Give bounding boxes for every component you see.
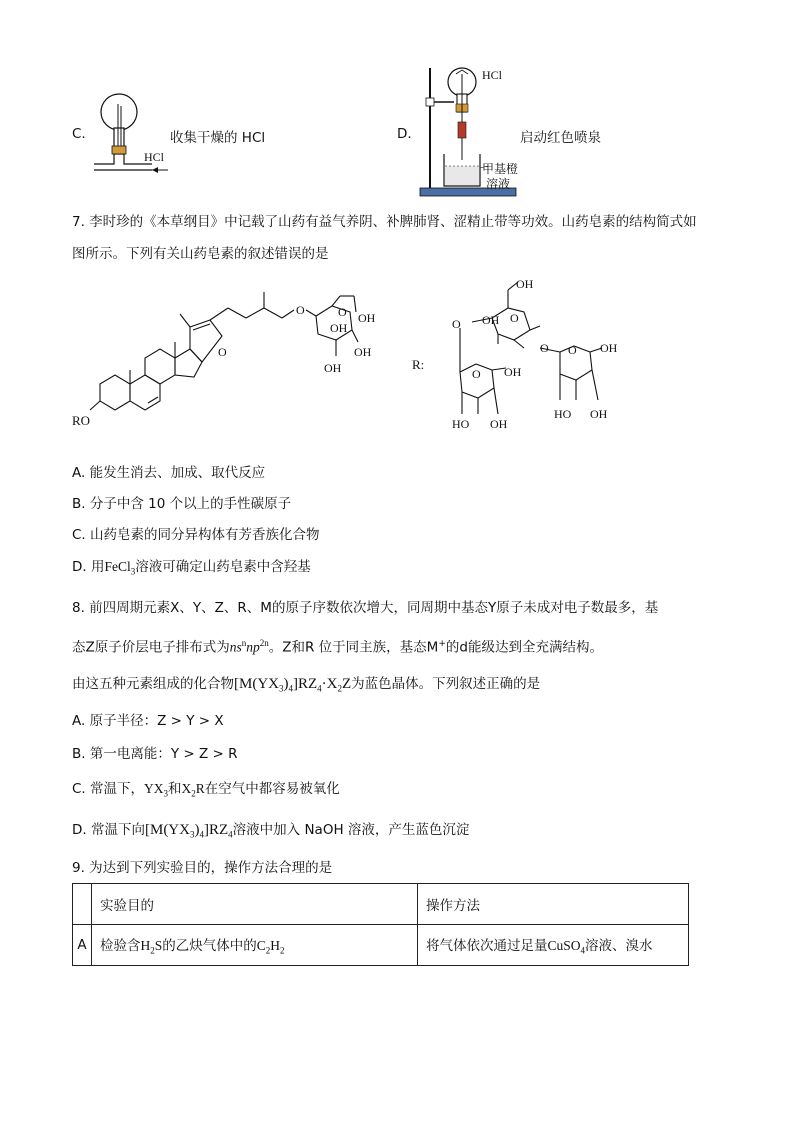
q7-r-oh-top: OH — [516, 277, 534, 291]
q8-option-b: B. 第一电离能：Y > Z > R — [72, 746, 238, 762]
q9-header-purpose: 实验目的 — [92, 884, 418, 925]
q7-r-ho-right: HO — [554, 407, 572, 421]
q7-structure-aglycone — [70, 272, 400, 432]
q8-option-d: D. 常温下向$[M(YX_3)_4]RZ_4$溶液中加入 NaOH 溶液，产生蓝色沉淀 — [72, 822, 470, 840]
q7-r-label: R: — [412, 357, 425, 372]
q9-table — [72, 883, 689, 966]
q7-stem-line-2: 图所示。下列有关山药皂素的叙述错误的是 — [72, 246, 329, 262]
q9-row-a-method: 将气体依次通过足量CuSO$_4$溶液、溴水 — [418, 925, 689, 966]
q7-r-oh-right-2: OH — [590, 407, 608, 421]
q9-row-a-purpose: 检验含$H_2S$的乙炔气体中的$C_2H_2$ — [92, 925, 418, 966]
q9-header-method: 操作方法 — [418, 884, 689, 925]
q7-r-ho-left: HO — [452, 417, 470, 431]
table-row — [73, 884, 689, 925]
q8-option-a: A. 原子半径：Z > Y > X — [72, 713, 224, 729]
q6-option-c-gas-label: HCl — [144, 150, 165, 164]
q7-furan-o: O — [218, 345, 227, 359]
q7-r-oh-left-1: OH — [504, 365, 522, 379]
q7-r-link-o-2: O — [540, 341, 549, 355]
q9-row-a-label: A — [73, 925, 92, 966]
q7-ether-o: O — [296, 303, 305, 317]
q7-oh-1: OH — [358, 311, 376, 325]
q7-option-a: A. 能发生消去、加成、取代反应 — [72, 465, 266, 481]
q7-r-ring-o-3: O — [568, 343, 577, 357]
q8-stem-line-1: 8. 前四周期元素X、Y、Z、R、M的原子序数依次增大，同周期中基态Y原子未成对电子数最多，基 — [72, 600, 659, 616]
q6-option-d-caption: 启动红色喷泉 — [520, 130, 601, 146]
table-row — [73, 925, 689, 966]
q8-option-c: C. 常温下，$YX_3$和$X_2R$在空气中都容易被氧化 — [72, 781, 340, 799]
q7-r-oh-left-2: OH — [490, 417, 508, 431]
q7-ro-label: RO — [72, 413, 91, 428]
q7-r-link-o: O — [452, 317, 461, 331]
q7-structure-r-group — [412, 272, 632, 452]
q7-r-oh-center: OH — [482, 313, 500, 327]
q6-option-d-letter: D. — [397, 126, 412, 142]
q7-option-d: D. 用FeCl$_3$溶液可确定山药皂素中含羟基 — [72, 559, 311, 577]
q7-oh-4: OH — [324, 361, 342, 375]
q9-stem: 9. 为达到下列实验目的，操作方法合理的是 — [72, 860, 333, 876]
q7-r-ring-o-1: O — [510, 311, 519, 325]
q8-stem-line-2: 态Z原子价层电子排布式为$ns^nnp^{2n}$。Z和R 位于同主族，基态M+的d能级达到全充满结构。 — [72, 638, 603, 656]
q6-option-d-beaker-label-2: 溶液 — [486, 177, 511, 191]
q6-option-c-caption: 收集干燥的 HCl — [170, 130, 266, 146]
q7-option-c: C. 山药皂素的同分异构体有芳香族化合物 — [72, 527, 320, 543]
q9-header-blank — [73, 884, 92, 925]
q6-option-c-letter: C. — [72, 126, 86, 142]
q7-oh-3: OH — [354, 345, 372, 359]
q7-oh-2: OH — [330, 321, 348, 335]
q7-stem-line-1: 7. 李时珍的《本草纲目》中记载了山药有益气养阴、补脾肺肾、涩精止带等功效。山药皂素的结构简式如 — [72, 214, 697, 230]
q6-option-d-gas-label: HCl — [482, 68, 503, 82]
q6-option-d-beaker-label-1: 甲基橙 — [482, 162, 519, 176]
q7-option-b: B. 分子中含 10 个以上的手性碳原子 — [72, 496, 292, 512]
q8-stem-line-3: 由这五种元素组成的化合物$[M(YX_3)_4]RZ_4\cdot X_2Z$为蓝色晶体。下列叙述正确的是 — [72, 676, 541, 694]
q7-r-oh-right-1: OH — [600, 341, 618, 355]
q7-r-ring-o-2: O — [472, 367, 481, 381]
q7-ring-o: O — [338, 305, 347, 319]
q6-option-d-apparatus — [412, 64, 532, 200]
